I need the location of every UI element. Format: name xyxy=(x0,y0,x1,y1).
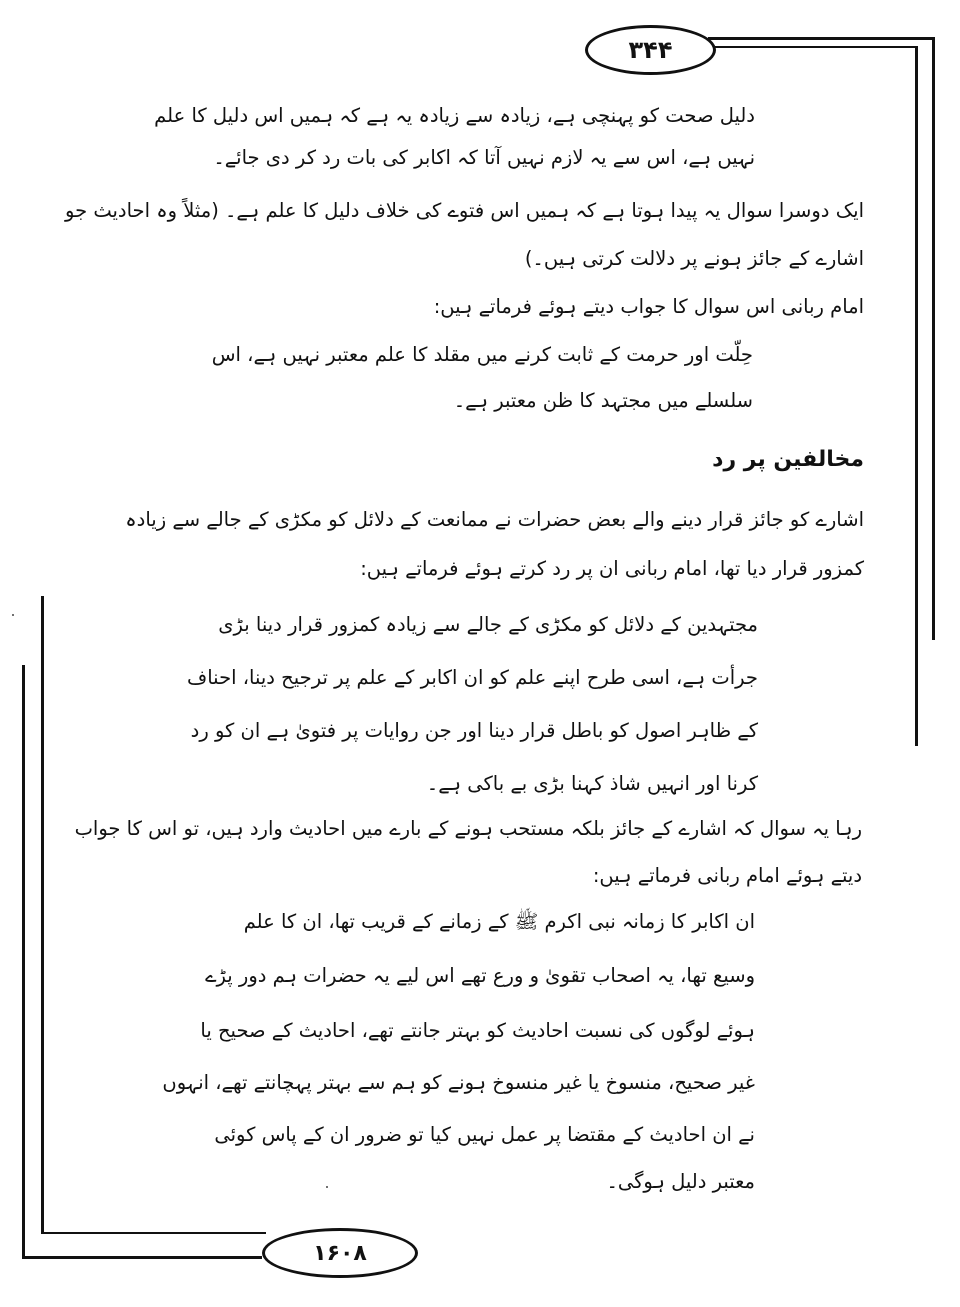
frame-bottom-line xyxy=(22,1256,262,1259)
text-line-3: ایک دوسرا سوال یہ پیدا ہوتا ہے کہ ہمیں اس فتوے کی خلاف دلیل کا علم ہے۔ (مثلاً وہ احادیث جو xyxy=(65,199,864,222)
text-line-5: امام ربانی اس سوال کا جواب دیتے ہوئے فرماتے ہیں: xyxy=(433,295,864,318)
quote-line-8: وسیع تھا، یہ اصحاب تقویٰ و ورع تھے اس لیے یہ حضرات ہم دور پڑے xyxy=(205,964,755,987)
frame-right-connector-inner xyxy=(890,46,918,48)
scan-speck xyxy=(326,1186,328,1188)
frame-right-inner xyxy=(915,46,918,746)
top-page-number-oval xyxy=(585,25,716,75)
quote-line-10: غیر صحیح، منسوخ یا غیر منسوخ ہونے کو ہم سے بہتر پہچانتے تھے، انہوں xyxy=(162,1071,755,1094)
quote-line-7: ان اکابر کا زمانہ نبی اکرم ﷺ کے زمانے کے قریب تھا، ان کا علم xyxy=(243,910,755,933)
text-line-4: اشارے کے جائز ہونے پر دلالت کرتی ہیں۔) xyxy=(524,247,864,270)
quote-line-3: مجتہدین کے دلائل کو مکڑی کے جالے سے زیادہ کمزور قرار دینا بڑی xyxy=(218,613,758,636)
quote-line-6: کرنا اور انہیں شاذ کہنا بڑی بے باکی ہے۔ xyxy=(426,772,758,795)
frame-left-inner xyxy=(41,596,44,1232)
frame-right-connector xyxy=(904,37,934,40)
top-page-number: ۳۴۴ xyxy=(628,36,673,64)
frame-right-outer xyxy=(932,37,935,640)
frame-top-line-inner xyxy=(708,46,890,48)
text-line-7: کمزور قرار دیا تھا، امام ربانی ان پر رد کرتے ہوئے فرماتے ہیں: xyxy=(360,557,864,580)
bottom-page-number-oval xyxy=(262,1228,418,1278)
text-line-6: اشارے کو جائز قرار دینے والے بعض حضرات نے ممانعت کے دلائل کو مکڑی کے جالے سے زیادہ xyxy=(125,508,864,531)
scan-speck xyxy=(12,614,14,616)
text-line-8: رہا یہ سوال کہ اشارے کے جائز بلکہ مستحب ہونے کے بارے میں احادیث وارد ہیں، تو اس کا جواب xyxy=(74,817,862,840)
frame-left-outer xyxy=(22,665,25,1257)
quote-line-12: معتبر دلیل ہوگی۔ xyxy=(606,1170,755,1193)
quote-line-1: حِلّت اور حرمت کے ثابت کرنے میں مقلد کا علم معتبر نہیں ہے، اس xyxy=(211,343,753,366)
section-heading: مخالفین پر رد xyxy=(712,447,864,472)
quote-line-9: ہوئے لوگوں کی نسبت احادیث کو بہتر جانتے تھے، احادیث کے صحیح یا xyxy=(200,1019,755,1042)
bottom-page-number: ۱۶۰۸ xyxy=(313,1240,367,1266)
text-line-9: دیتے ہوئے امام ربانی فرماتے ہیں: xyxy=(592,864,862,887)
quote-line-5: کے ظاہر اصول کو باطل قرار دینا اور جن روایات پر فتویٰ ہے ان کو رد xyxy=(190,719,758,742)
quote-line-11: نے ان احادیث کے مقتضا پر عمل نہیں کیا تو ضرور ان کے پاس کوئی xyxy=(214,1123,755,1146)
frame-bottom-line-inner xyxy=(41,1232,266,1234)
text-line-1: دلیل صحت کو پہنچی ہے، زیادہ سے زیادہ یہ ہے کہ ہمیں اس دلیل کا علم xyxy=(154,104,755,127)
text-line-2: نہیں ہے، اس سے یہ لازم نہیں آتا کہ اکابر کی بات رد کر دی جائے۔ xyxy=(213,146,755,169)
frame-top-line xyxy=(708,37,904,40)
quote-line-4: جرأت ہے، اسی طرح اپنے علم کو ان اکابر کے علم پر ترجیح دینا، احناف xyxy=(187,666,758,689)
quote-line-2: سلسلے میں مجتہد کا ظن معتبر ہے۔ xyxy=(453,389,753,412)
